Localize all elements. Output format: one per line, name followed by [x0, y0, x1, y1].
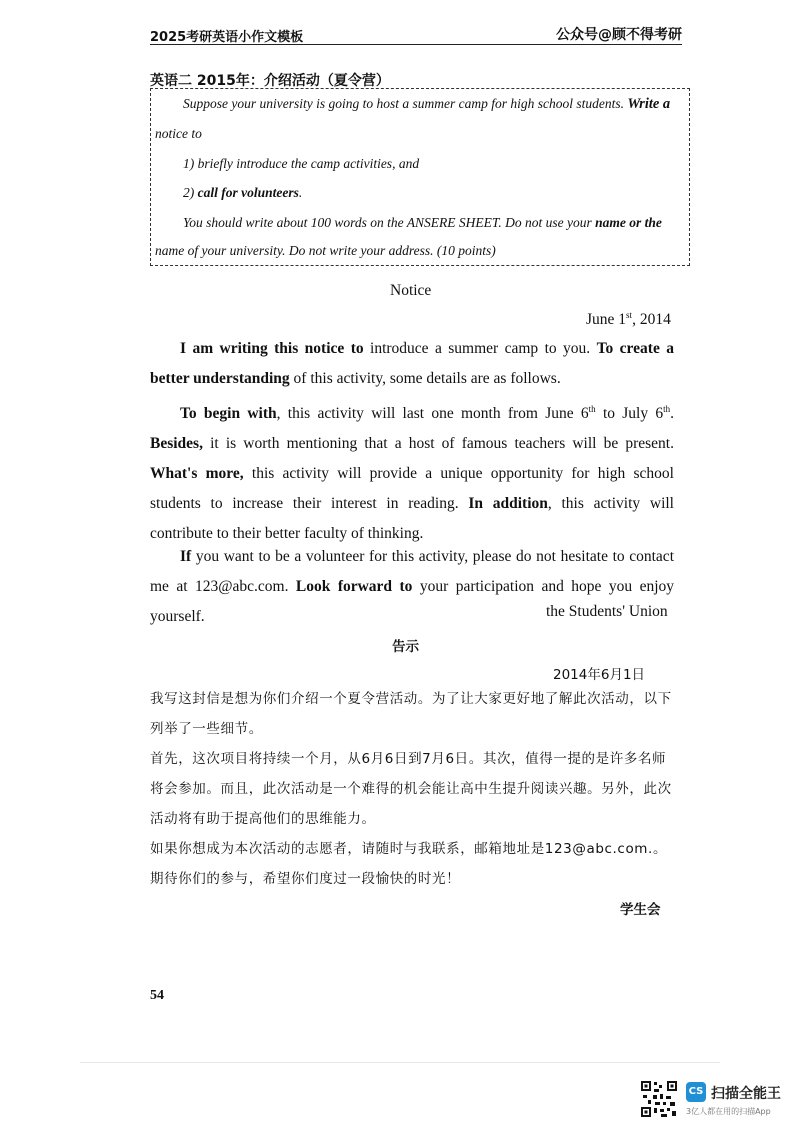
task-line-3: 1) briefly introduce the camp activities, and — [183, 156, 420, 171]
footer-divider — [80, 1062, 720, 1063]
task-line-4: 2) call for volunteers. — [183, 185, 303, 200]
notice-paragraph-2: To begin with, this activity will last one month from June 6th to July 6th. Besides, it is worth mentioning that a host of famous teachers will be present. What's more, this activity will provide a unique opportunity for high school students to increase their interest in reading. In addition, this activity will contribute to their better faculty of thinking. — [150, 404, 674, 543]
cn-paragraph-1: 我写这封信是想为你们介绍一个夏令营活动。为了让大家更好地了解此次活动，以下列举了一些细节。 — [150, 691, 672, 737]
section-title: 英语二 2015年：介绍活动（夏令营） — [150, 73, 390, 89]
task-line-2: notice to — [155, 126, 202, 141]
notice-paragraph-1: I am writing this notice to introduce a summer camp to you. To create a better understanding of this activity, some details are as follows. — [150, 340, 674, 387]
cn-signature: 学生会 — [620, 902, 661, 918]
notice-signature: the Students' Union — [546, 603, 668, 620]
notice-date: June 1st, 2014 — [586, 310, 671, 329]
header-account: 公众号@顾不得考研 — [556, 27, 682, 43]
task-prompt-box — [150, 88, 690, 266]
cn-paragraph-2: 首先，这次项目将持续一个月，从6月6日到7月6日。其次，值得一提的是许多名师将会参加。而且，此次活动是一个难得的机会能让高中生提升阅读兴趣。另外，此次活动将有助于提高他们的思维能力。 — [150, 751, 672, 827]
camscanner-tagline: 3亿人都在用的扫描App — [686, 1107, 771, 1116]
running-header — [150, 20, 682, 45]
cn-paragraph-3: 如果你想成为本次活动的志愿者，请随时与我联系，邮箱地址是123@abc.com.。期待你们的参与，希望你们度过一段愉快的时光！ — [150, 841, 668, 887]
cn-notice-title: 告示 — [392, 639, 419, 655]
cn-notice-date: 2014年6月1日 — [553, 667, 646, 683]
page-number: 54 — [150, 988, 164, 1003]
task-line-1: Suppose your university is going to host a summer camp for high school students. Write a — [183, 96, 671, 112]
task-line-5: You should write about 100 words on the ANSERE SHEET. Do not use your name or the — [183, 215, 662, 230]
qr-code-icon — [640, 1080, 678, 1118]
notice-paragraph-3: If you want to be a volunteer for this activity, please do not hesitate to contact me at 123@abc.com. Look forward to your participation and hope you enjoy yourself. — [150, 548, 675, 625]
task-line-6: name of your university. Do not write your address. (10 points) — [155, 243, 496, 258]
camscanner-name: 扫描全能王 — [711, 1086, 781, 1102]
notice-title: Notice — [390, 282, 432, 299]
camscanner-logo-icon: CS — [686, 1082, 706, 1102]
header-title: 2025考研英语小作文模板 — [150, 30, 304, 45]
